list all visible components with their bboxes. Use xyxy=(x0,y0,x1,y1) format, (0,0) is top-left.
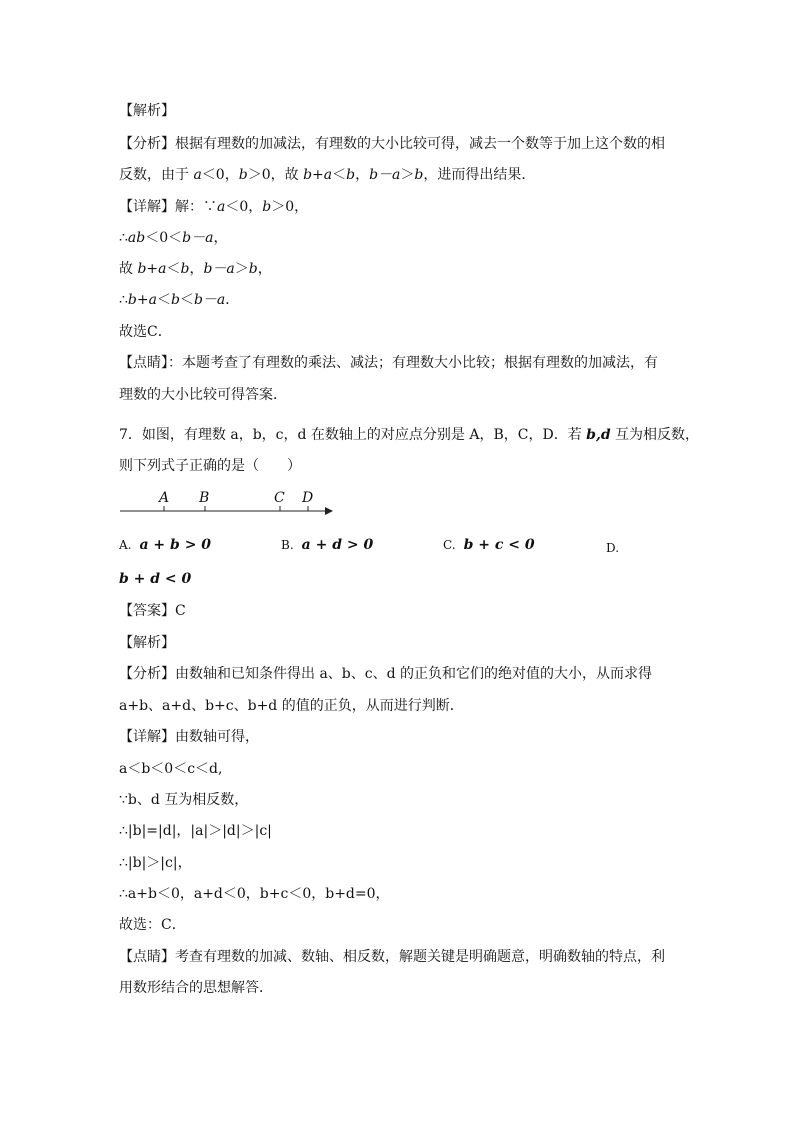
question-7-line-1 xyxy=(119,425,699,445)
math-var: a xyxy=(193,167,202,183)
math-expr: b－a xyxy=(203,261,235,277)
math-var: b xyxy=(248,261,258,277)
analysis2-line-2: a+b、a+d、b+c、b+d 的值的正负，从而进行判断． xyxy=(119,698,464,714)
text-segment: ， xyxy=(189,261,204,277)
text-segment: ， xyxy=(355,167,370,183)
math-var: b xyxy=(346,167,356,183)
text-segment: ＜ xyxy=(179,292,194,308)
text-segment: ＜0＜ xyxy=(145,230,183,246)
option-c-label: C. xyxy=(443,538,456,552)
text-segment: ＜0， xyxy=(201,167,239,183)
math-expr: b+a xyxy=(303,167,333,183)
detail2-line-1: 【详解】由数轴可得， xyxy=(119,729,259,745)
detail2-line-2: a＜b＜0＜c＜d, xyxy=(119,761,223,777)
comment2-line-2: 用数形结合的思想解答． xyxy=(119,980,273,996)
option-d-label: D. xyxy=(606,541,620,555)
text-segment: ∴ xyxy=(119,230,128,246)
option-d-expr: b + d < 0 xyxy=(119,571,192,587)
math-expr: b,d xyxy=(586,427,611,443)
point-label-c: C xyxy=(274,490,285,506)
choose-line: 故选C． xyxy=(119,324,172,340)
text-segment: ＞0， xyxy=(271,199,309,215)
math-var: b xyxy=(262,199,272,215)
text-segment: ＞ xyxy=(400,167,415,183)
analysis2-line-1: 【分析】由数轴和已知条件得出 a、b、c、d 的正负和它们的绝对值的大小，从而求得 xyxy=(119,666,653,682)
detail2-line-6: ∴a+b＜0，a+d＜0，b+c＜0，b+d=0， xyxy=(119,886,390,902)
text-segment: ＞0，故 xyxy=(247,167,304,183)
detail2-line-5: ∴|b|＞|c|， xyxy=(119,855,192,871)
text-segment: 7．如图，有理数 a，b，c，d 在数轴上的对应点分别是 A，B，C，D．若 xyxy=(119,427,587,443)
choose2-line: 故选：C． xyxy=(119,917,186,933)
point-label-b: B xyxy=(199,490,210,506)
detail-line-2 xyxy=(119,228,227,248)
option-a xyxy=(119,535,211,555)
analysis-line-2 xyxy=(119,165,535,185)
option-a-label: A. xyxy=(119,538,132,552)
text-segment: ＜ xyxy=(156,292,171,308)
option-c xyxy=(443,535,535,555)
text-segment: ，进而得出结果． xyxy=(423,167,536,183)
math-expr: b+a xyxy=(137,261,167,277)
section-jiexi-heading-2: 【解析】 xyxy=(119,635,175,651)
math-var: b xyxy=(414,167,424,183)
option-d-label-wrap xyxy=(606,538,627,558)
math-var: a xyxy=(217,199,226,215)
text-segment: ， xyxy=(213,230,228,246)
comment-line-2: 理数的大小比较可得答案． xyxy=(119,387,287,403)
text-segment: ， xyxy=(257,261,272,277)
question-7-line-2: 则下列式子正确的是（ ） xyxy=(119,458,301,474)
detail-line-1 xyxy=(119,197,308,217)
text-segment: 反数，由于 xyxy=(119,167,194,183)
point-label-a: A xyxy=(159,490,170,506)
answer-line: 【答案】C xyxy=(119,603,186,619)
detail2-line-3: ∵b、d 互为相反数， xyxy=(119,792,249,808)
section-jiexi-heading: 【解析】 xyxy=(119,103,175,119)
option-b-expr: a + d > 0 xyxy=(301,537,374,553)
detail-line-4 xyxy=(119,290,239,310)
math-expr: ab xyxy=(127,230,146,246)
text-segment: 互为相反数， xyxy=(610,427,700,443)
number-line-figure xyxy=(119,486,339,520)
text-segment: 【详解】解：∵ xyxy=(119,199,217,215)
math-var: b xyxy=(180,261,190,277)
option-c-expr: b + c < 0 xyxy=(463,537,535,553)
text-segment: ＜0， xyxy=(225,199,263,215)
comment2-line-1: 【点睛】考查有理数的加减、数轴、相反数，解题关键是明确题意，明确数轴的特点，利 xyxy=(119,949,665,965)
text-segment: ＞ xyxy=(234,261,249,277)
option-d xyxy=(119,569,191,589)
option-a-expr: a + b > 0 xyxy=(139,537,212,553)
analysis-line-1: 【分析】根据有理数的加减法，有理数的大小比较可得，减去一个数等于加上这个数的相 xyxy=(119,136,665,152)
axis-arrow xyxy=(325,507,333,515)
option-b-label: B. xyxy=(281,538,294,552)
detail-line-3 xyxy=(119,259,272,279)
math-var: b xyxy=(170,292,180,308)
detail2-line-4: ∴|b|=|d|，|a|＞|d|＞|c| xyxy=(119,823,272,839)
text-segment: ＜ xyxy=(166,261,181,277)
math-expr: b－a xyxy=(193,292,226,308)
comment-line-1: 【点睛】：本题考查了有理数的乘法、减法；有理数大小比较；根据有理数的加减法，有 xyxy=(119,355,658,371)
text-segment: ． xyxy=(225,292,240,308)
math-expr: b－a xyxy=(369,167,401,183)
math-var: b xyxy=(238,167,248,183)
point-label-d: D xyxy=(302,490,314,506)
math-expr: b－a xyxy=(182,230,214,246)
text-segment: 故 xyxy=(119,261,138,277)
text-segment: ∴ xyxy=(119,292,128,308)
math-expr: b+a xyxy=(127,292,157,308)
option-b xyxy=(281,535,373,555)
text-segment: ＜ xyxy=(332,167,347,183)
